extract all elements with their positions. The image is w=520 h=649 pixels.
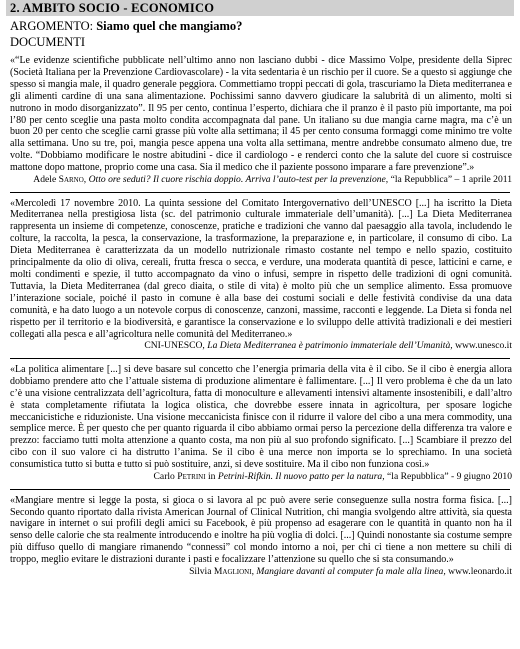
document-text: «“Le evidenze scientifiche pubblicate nell’ultimo anno non lasciano dubbi - dice Massimo Volpe, presidente della Siprec (Società Italiana per la Prevenzione Cardiovascolare) - la vita sedentaria è un rischio per il cuore. Se a questo si aggiunge che spesso si mangia male, il quadro generale peggiora. Commettiamo troppi peccati di gola, trascuriamo la Dieta mediterranea e gli alimenti cardine di una sana alimentazione. Pochissimi sanno davvero giudicare la salubrità di un alimento, molti si nutrono in modo disorganizzato”. Il 95 per cento, continua l’esperto, dichiara che il pranzo è il pasto più importante, ma poi l’80 per cento sceglie una pasta molto condita accompagnata dal pane. Un italiano su due mangia carne magra, ma c’è un buon 20 per cento che sceglie carni grasse più volte alla settimana; il 45 per cento consuma formaggi come minimo tre volte alla settimana. Uno su tre, poi, mangia pesce appena una volta alla settimana, mentre andrebbe consumato almeno due, tre volte. “Dobbiamo modificare le nostre abitudini - dice il cardiologo - e renderci conto che la salute del cuore si costruisce mattone dopo mattone, proprio come una casa. Sia il medico che il paziente possono imparare a fare prevenzione”.» [10, 55, 512, 174]
source-publication: www.leonardo.it [448, 566, 512, 578]
source-title: Otto ore seduti? Il cuore rischia doppio. Arriva l’auto-test per la prevenzione, [88, 174, 389, 186]
document-4 [6, 495, 514, 578]
document-text: «Mercoledì 17 novembre 2010. La quinta sessione del Comitato Intergovernativo dell’UNESCO [...] ha iscritto la Dieta Mediterranea nella prestigiosa lista (sc. del patrimonio culturale immateriale dell’umanità). [...] La Dieta Mediterranea rappresenta un insieme di competenze, conoscenze, pratiche e tradizioni che vanno dal paesaggio alla tavola, includendo le colture, la raccolta, la pesca, la conservazione, la trasformazione, la preparazione e, in particolare, il consumo di cibo. La Dieta Mediterranea è caratterizzata da un modello nutrizionale rimasto costante nel tempo e nello spazio, costituito principalmente da olio di oliva, cereali, frutta fresca o secca, e verdure, una moderata quantità di pesce, latticini e carne, e molti condimenti e spezie, il tutto accompagnato da vino o infusi, sempre in rispetto delle tradizioni di ogni comunità. Tuttavia, la Dieta Mediterranea (dal greco diaita, o stile di vita) è molto più che un semplice alimento. Essa promuove l’interazione sociale, poiché il pasto in comune è alla base dei costumi sociali e delle festività condivise da una data comunità, e ha dato luogo a un notevole corpus di conoscenze, canzoni, massime, racconti e leggende. La Dieta si fonda nel rispetto per il territorio e la biodiversità, e garantisce la conservazione e lo sviluppo delle attività tradizionali e dei mestieri collegati alla pesca e all’agricoltura nelle comunità del Mediterraneo.» [10, 197, 512, 340]
source-author-last: Maglioni, [213, 566, 254, 578]
document-source [10, 471, 512, 483]
document-divider [10, 192, 510, 193]
source-publication: www.unesco.it [455, 340, 512, 352]
document-text: «Mangiare mentre si legge la posta, si gioca o si lavora al pc può avere serie conseguenze sulla nostra forma fisica. [...] Secondo quanto riportato dalla rivista American Journal of Clinical Nutrition, chi mangia svolgendo altre attività, sia questa navigare in internet o sui profili degli amici su Facebook, è più propenso ad esagerare con le quantità in quanto non ha il senso delle calorie che sta realmente introducendo e inoltre ha più voglia di dolci. [...] Quindi nonostante sia costume sempre più diffuso quello di mangiare rimanendo “connessi” col mondo intorno a noi, per chi ci tiene a non mettere su chili di troppo, meglio evitare le distrazioni durante i pasti e focalizzare l’attenzione su quello che si sta consumando.» [10, 494, 512, 566]
source-author-last: Petrini [177, 471, 206, 483]
documents-label: DOCUMENTI [10, 35, 85, 49]
document-source [10, 340, 512, 352]
source-title: La Dieta Mediterranea è patrimonio immateriale dell’Umanità, [207, 340, 453, 352]
document-source [10, 566, 512, 578]
document-3 [6, 364, 514, 483]
topic-line [6, 19, 514, 34]
source-author-first: Adele [33, 174, 57, 186]
source-publication: “la Repubblica” – 1 aprile 2011 [390, 174, 512, 186]
document-source: Adele Sarno, Otto ore seduti? Il cuore rischia doppio. Arriva l’auto-test per la prevenzione, “la Repubblica” – 1 aprile 2011 [33, 174, 512, 186]
topic-label: ARGOMENTO: [10, 19, 94, 33]
topic-title: Siamo quel che mangiamo? [96, 19, 243, 33]
source-title: Petrini-Rifkin. Il nuovo patto per la natura, [217, 471, 385, 483]
source-lead: CNI-UNESCO, [144, 340, 205, 352]
document-2 [6, 198, 514, 352]
section-header: 2. AMBITO SOCIO - ECONOMICO [6, 0, 514, 16]
document-1 [6, 55, 514, 186]
source-lead: in [207, 471, 216, 483]
source-author-first: Silvia [189, 566, 212, 578]
source-publication: “la Repubblica” - 9 giugno 2010 [387, 471, 512, 483]
source-author-first: Carlo [153, 471, 175, 483]
document-divider [10, 358, 510, 359]
document-text: «La politica alimentare [...] si deve basare sul concetto che l’energia primaria della vita è il cibo. Se il cibo è energia allora dobbiamo prendere atto che l’attuale sistema di produzione alimentare è fallimentare. [...] Il vero problema è che da un lato c’è una visione centralizzata dell’agricoltura, fatta di monoculture e allevamenti intensivi altamente insostenibili, e dall’altro è stata completamente rifiutata la logica olistica, che dovrebbe essere innata in agricoltura, per sposare logiche meccanicistiche e riduzioniste. Una visione meccanicista finisce con il ridurre il valore del cibo a una mera commodity, una semplice merce. È per questo che per quanto riguarda il cibo abbiamo ormai perso la percezione della differenza tra valore e prezzo: facciamo tutti molta attenzione a quanto costa, ma non più al suo profondo significato. [...] Scambiare il prezzo del cibo con il suo valore ci ha distrutto l’anima. Se il cibo è una merce non importa se lo sprechiamo. In una società consumistica tutto si butta e tutto si può sostituire, anzi, si deve sostituire. Ma il cibo non funziona così.» [10, 363, 512, 471]
source-title: Mangiare davanti al computer fa male alla linea, [256, 566, 446, 578]
source-author-last: Sarno [58, 174, 84, 186]
document-divider [10, 489, 510, 490]
